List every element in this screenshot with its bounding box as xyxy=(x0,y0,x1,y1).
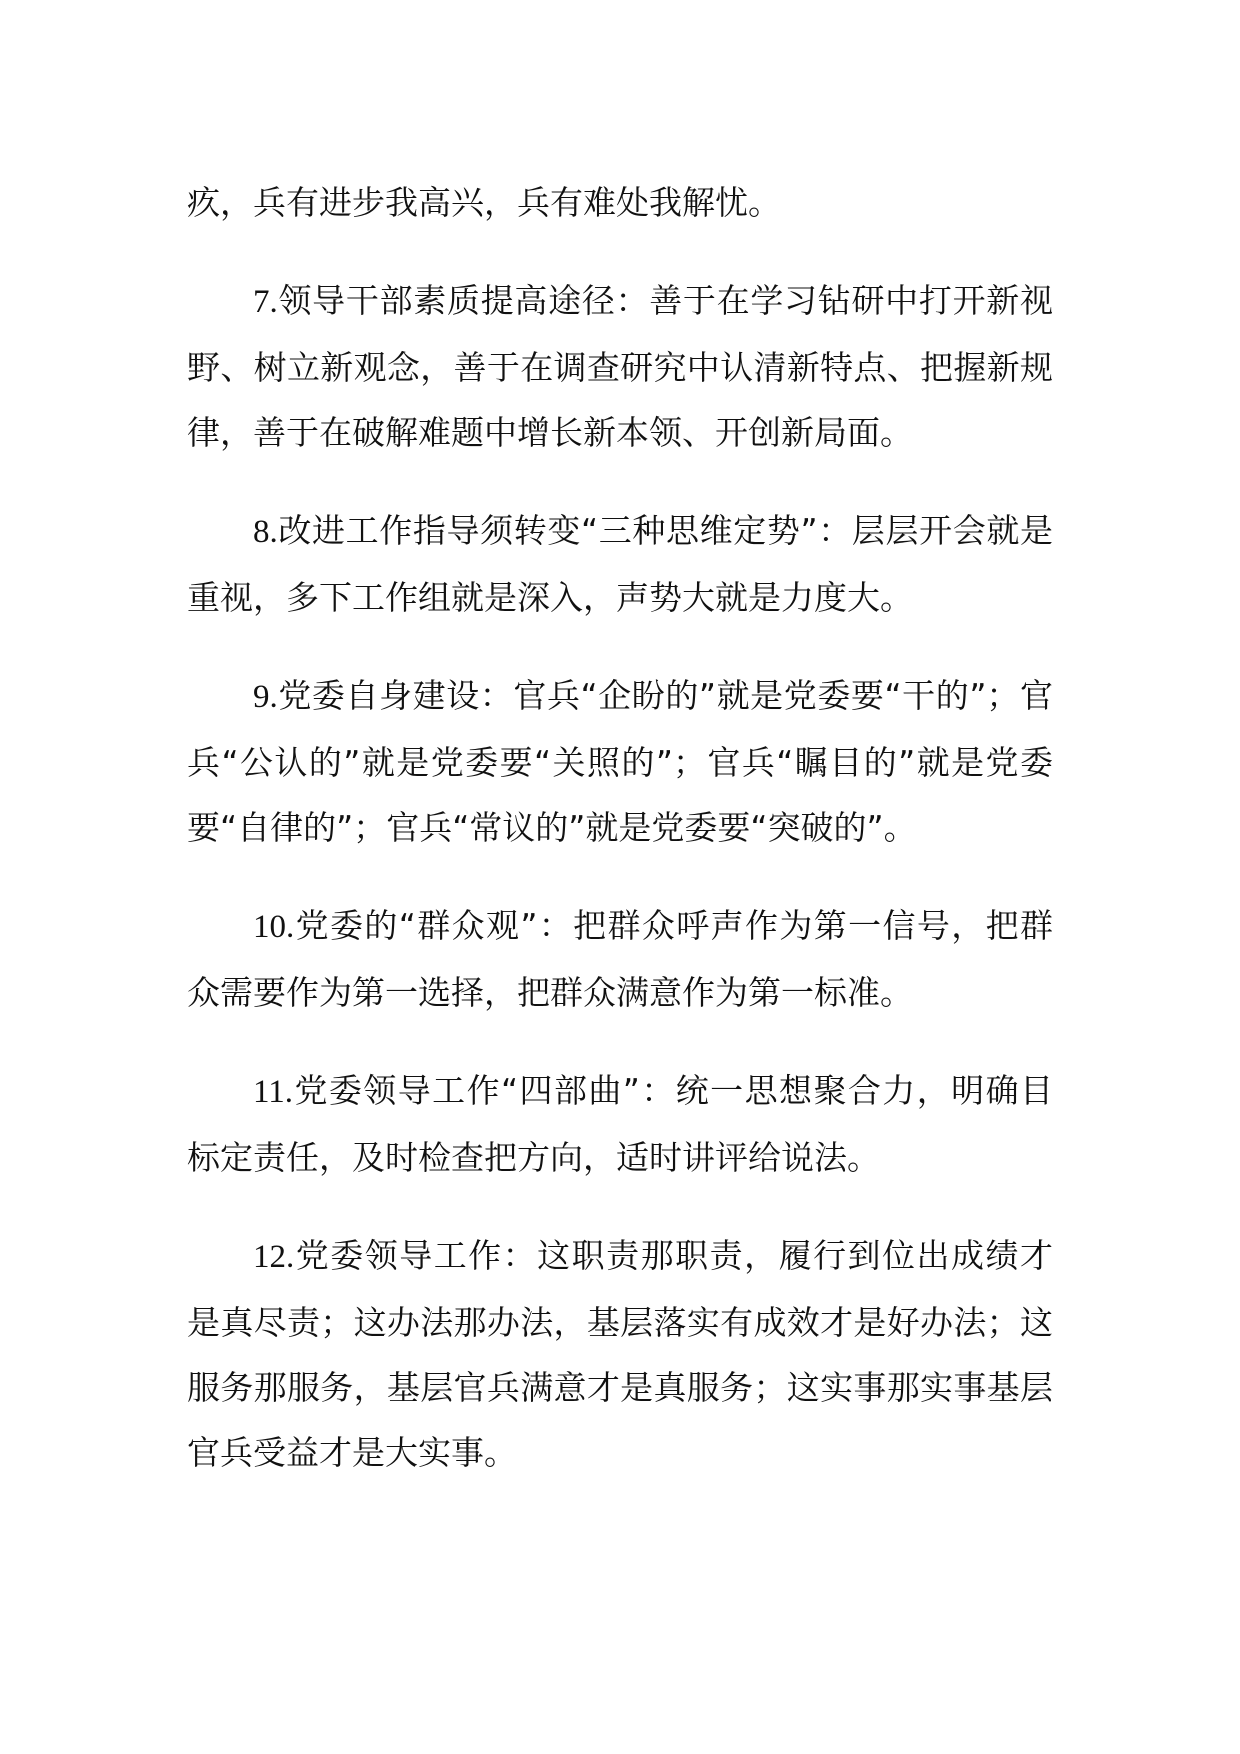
paragraph-number: 7. xyxy=(253,284,278,320)
paragraph-number: 10. xyxy=(253,909,295,945)
paragraph-text: 改进工作指导须转变“三种思维定势”：层层开会就是重视，多下工作组就是深入，声势大就是力度大。 xyxy=(187,511,1053,617)
paragraph-continued xyxy=(187,170,1053,235)
document-body xyxy=(187,170,1053,1518)
paragraph-number: 12. xyxy=(253,1239,295,1275)
paragraph-7 xyxy=(187,268,1053,465)
paragraph-number: 8. xyxy=(253,514,278,550)
paragraph-9 xyxy=(187,663,1053,860)
paragraph-text: 党委领导工作“四部曲”：统一思想聚合力，明确目标定责任，及时检查把方向，适时讲评给说法。 xyxy=(187,1071,1053,1177)
paragraph-text: 党委自身建设：官兵“企盼的”就是党委要“干的”；官兵“公认的”就是党委要“关照的”；官兵“瞩目的”就是党委要“自律的”；官兵“常议的”就是党委要“突破的”。 xyxy=(187,676,1053,847)
paragraph-11 xyxy=(187,1058,1053,1190)
paragraph-text: 疚，兵有进步我高兴，兵有难处我解忧。 xyxy=(187,183,781,222)
paragraph-number: 11. xyxy=(253,1074,294,1110)
paragraph-8 xyxy=(187,498,1053,630)
paragraph-text: 党委领导工作：这职责那职责，履行到位出成绩才是真尽责；这办法那办法，基层落实有成效才是好办法；这服务那服务，基层官兵满意才是真服务；这实事那实事基层官兵受益才是大实事。 xyxy=(187,1236,1053,1472)
paragraph-10 xyxy=(187,893,1053,1025)
paragraph-number: 9. xyxy=(253,679,278,715)
paragraph-12 xyxy=(187,1223,1053,1485)
paragraph-text: 领导干部素质提高途径：善于在学习钻研中打开新视野、树立新观念，善于在调查研究中认清新特点、把握新规律，善于在破解难题中增长新本领、开创新局面。 xyxy=(187,281,1053,452)
paragraph-text: 党委的“群众观”：把群众呼声作为第一信号，把群众需要作为第一选择，把群众满意作为第一标准。 xyxy=(187,906,1053,1012)
